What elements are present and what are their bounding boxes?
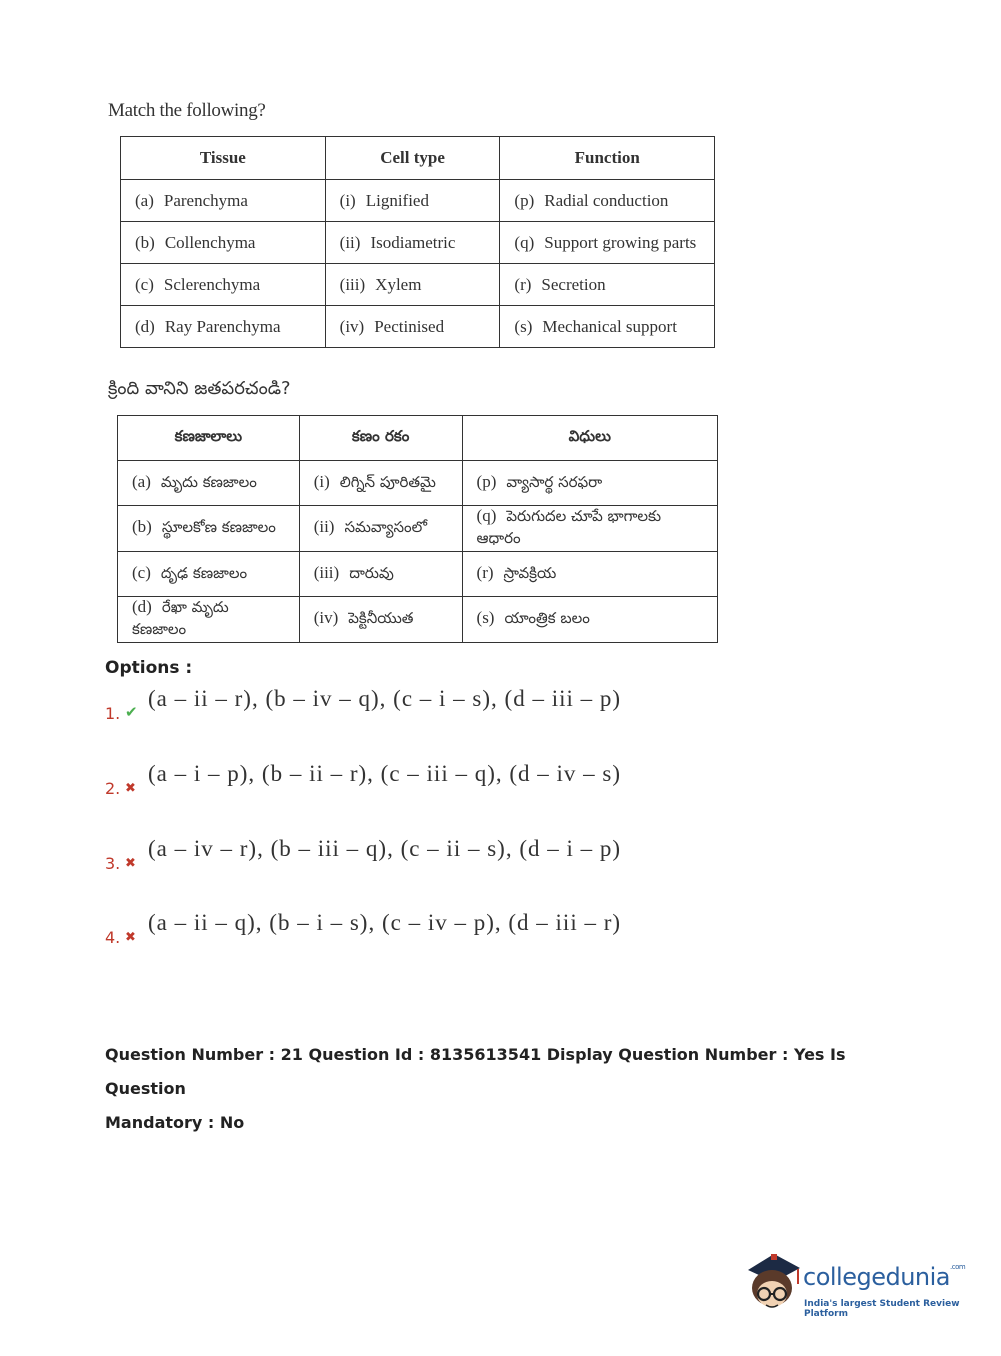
cell-text: Parenchyma <box>163 190 248 210</box>
options-label: Options : <box>105 658 193 678</box>
table-cell <box>462 461 717 506</box>
question-title-en: Match the following? <box>108 100 266 121</box>
cell-text: Support growing parts <box>544 232 697 252</box>
option-number: 2. <box>105 779 121 798</box>
cell-text: Collenchyma <box>164 232 256 252</box>
cell-tag: (c) <box>135 274 154 294</box>
cell-tag: (ii) <box>313 517 335 536</box>
table-cell <box>500 264 715 306</box>
cell-tag: (q) <box>476 506 497 525</box>
table-cell <box>299 461 462 506</box>
cell-tag: (iv) <box>313 608 339 627</box>
cell-tag: (p) <box>476 471 497 491</box>
cell-tag: (iii) <box>339 274 366 294</box>
cell-text: Radial conduction <box>544 190 669 210</box>
table-row <box>118 597 718 643</box>
cell-tag: (a) <box>132 471 151 491</box>
table-cell <box>121 222 326 264</box>
cell-tag: (q) <box>514 232 535 252</box>
table-cell <box>462 597 717 643</box>
cell-text: దృఢ కణజాలం <box>160 563 248 582</box>
table-header-row <box>118 416 718 461</box>
table-cell <box>299 552 462 597</box>
table-row <box>121 180 715 222</box>
cell-tag: (s) <box>514 316 533 336</box>
cell-text: Sclerenchyma <box>163 274 261 294</box>
cell-tag: (i) <box>313 471 330 491</box>
cell-text: దారువు <box>349 563 394 582</box>
table-cell <box>121 306 326 348</box>
option-text: (a – ii – r), (b – iv – q), (c – i – s), (d – iii – p) <box>148 686 622 711</box>
cell-text: Lignified <box>365 190 429 210</box>
option-text: (a – iv – r), (b – iii – q), (c – ii – s), (d – i – p) <box>148 836 622 861</box>
option-text: (a – ii – q), (b – i – s), (c – iv – p), (d – iii – r) <box>148 910 622 935</box>
cell-tag: (d) <box>135 316 155 336</box>
table-row <box>118 552 718 597</box>
cell-tag: (p) <box>514 190 535 210</box>
table-cell <box>121 264 326 306</box>
cell-tag: (b) <box>135 232 155 252</box>
check-icon: ✔ <box>125 705 138 721</box>
cell-tag: (iv) <box>339 316 365 336</box>
header-function-te: విధులు <box>462 416 717 461</box>
table-cell <box>325 264 500 306</box>
cell-text: లిగ్నిన్ పూరితమై <box>339 472 436 491</box>
cell-text: Ray Parenchyma <box>164 316 281 336</box>
match-table-te <box>117 415 718 643</box>
cell-tag: (a) <box>135 190 154 210</box>
table-cell <box>500 180 715 222</box>
option-text: (a – i – p), (b – ii – r), (c – iii – q), (d – iv – s) <box>148 761 622 786</box>
meta-line-2: Mandatory : No <box>105 1113 245 1132</box>
table-cell <box>299 506 462 552</box>
cell-text: Xylem <box>375 274 422 294</box>
header-cell-type: Cell type <box>325 137 500 180</box>
table-cell <box>500 222 715 264</box>
table-row <box>121 306 715 348</box>
cross-icon: ✖ <box>125 929 136 944</box>
collegedunia-logo[interactable] <box>742 1248 972 1323</box>
table-cell <box>462 552 717 597</box>
cell-text: యాంత్రిక బలం <box>504 609 590 627</box>
table-cell <box>118 506 300 552</box>
table-cell <box>500 306 715 348</box>
table-cell <box>325 306 500 348</box>
table-row <box>121 222 715 264</box>
cell-text: పెక్టినీయుత <box>348 609 414 627</box>
mascot-icon <box>742 1248 802 1318</box>
table-row <box>118 506 718 552</box>
table-cell <box>118 597 300 643</box>
option-number: 1. <box>105 704 121 723</box>
cell-tag: (iii) <box>313 562 340 582</box>
option-number: 4. <box>105 928 121 947</box>
cell-tag: (b) <box>132 517 152 536</box>
table-cell <box>325 180 500 222</box>
cell-tag: (c) <box>132 562 151 582</box>
cell-text: పెరుగుదల చూపే భాగాలకు ఆధారం <box>476 507 662 547</box>
table-cell <box>299 597 462 643</box>
cell-tag: (i) <box>339 190 356 210</box>
cell-text: Mechanical support <box>542 316 677 336</box>
cross-icon: ✖ <box>125 780 136 795</box>
cell-text: Isodiametric <box>370 232 456 252</box>
cell-tag: (r) <box>476 562 494 582</box>
cell-text: వ్యాసార్థ సరఫరా <box>506 472 603 491</box>
cell-text: రేఖా మృదు కణజాలం <box>132 598 229 638</box>
header-function: Function <box>500 137 715 180</box>
table-cell <box>121 180 326 222</box>
cell-text: Pectinised <box>374 316 445 336</box>
logo-com: .com <box>950 1263 966 1271</box>
table-cell <box>325 222 500 264</box>
table-row <box>118 461 718 506</box>
table-header-row <box>121 137 715 180</box>
cell-text: సమవ్యాసంలో <box>344 518 428 536</box>
table-row <box>121 264 715 306</box>
cell-tag: (r) <box>514 274 532 294</box>
meta-line-1: Question Number : 21 Question Id : 8135613541 Display Question Number : Yes Is Question <box>105 1045 846 1098</box>
option-number: 3. <box>105 854 121 873</box>
match-table-en <box>120 136 715 348</box>
cell-text: మృదు కణజాలం <box>160 472 257 491</box>
cell-tag: (s) <box>476 608 495 627</box>
question-meta <box>105 1038 905 1140</box>
table-cell <box>118 461 300 506</box>
cross-icon: ✖ <box>125 855 136 870</box>
logo-tagline: India's largest Student Review Platform <box>804 1299 960 1319</box>
table-cell <box>462 506 717 552</box>
cell-text: స్థూలకోణ కణజాలం <box>161 518 276 536</box>
header-cell-type-te: కణం రకం <box>299 416 462 461</box>
question-title-te: క్రింది వానిని జతపరచండి? <box>108 378 291 399</box>
table-cell <box>118 552 300 597</box>
cell-tag: (d) <box>132 597 152 616</box>
cell-text: స్రావక్రియ <box>503 563 557 582</box>
cell-tag: (ii) <box>339 232 361 252</box>
logo-name: collegedunia$^{.com}$ <box>803 1263 966 1291</box>
header-tissue-te: కణజాలాలు <box>118 416 300 461</box>
header-tissue: Tissue <box>121 137 326 180</box>
cell-text: Secretion <box>541 274 606 294</box>
